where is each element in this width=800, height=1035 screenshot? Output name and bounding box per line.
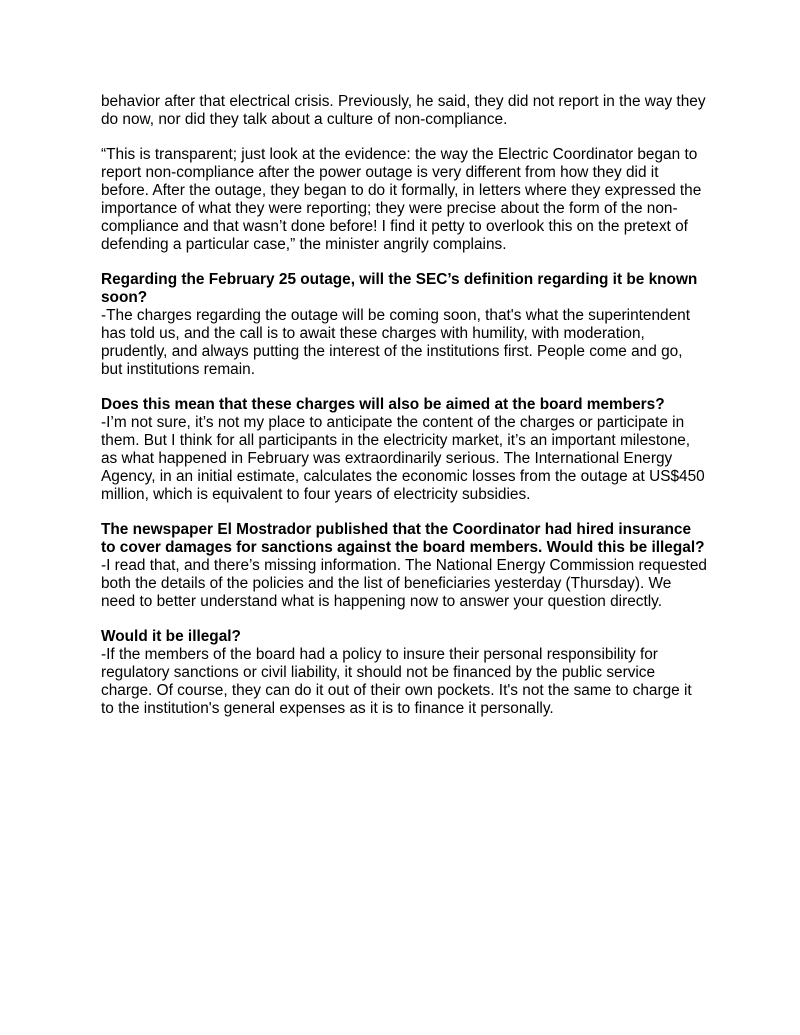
question: Would it be illegal? (101, 628, 241, 645)
qa-block (101, 628, 707, 718)
document-body (101, 93, 707, 735)
answer: -I’m not sure, it’s not my place to anticipate the content of the charges or participate in them. But I think for all participants in the electricity market, it’s an important milestone, as what happened in February was extraordinarily serious. The International Energy Agency, in an initial estimate, calculates the economic losses from the outage at US$450 million, which is equivalent to four years of electricity subsidies. (101, 414, 705, 503)
qa-block (101, 521, 707, 611)
minister-quote-paragraph: “This is transparent; just look at the evidence: the way the Electric Coordinator began to report non-compliance after the power outage is very different from how they did it before. After the outage, they began to do it formally, in letters where they expressed the importance of what they were reporting; they were precise about the form of the non-compliance and that wasn’t done before! I find it petty to overlook this on the pretext of defending a particular case,” the minister angrily complains. (101, 146, 702, 253)
answer: -The charges regarding the outage will be coming soon, that's what the superintendent has told us, and the call is to await these charges with humility, with moderation, prudently, and always putting the interest of the institutions first. People come and go, but institutions remain. (101, 307, 691, 378)
answer: -If the members of the board had a policy to insure their personal responsibility for regulatory sanctions or civil liability, it should not be financed by the public service charge. Of course, they can do it out of their own pockets. It's not the same to charge it to the institution's general expenses as it is to finance it personally. (101, 646, 692, 717)
qa-block (101, 271, 707, 379)
intro-paragraph: behavior after that electrical crisis. Previously, he said, they did not report in the way they do now, nor did they talk about a culture of non-compliance. (101, 93, 706, 128)
question: Regarding the February 25 outage, will the SEC’s definition regarding it be known soon? (101, 271, 698, 306)
qa-block (101, 396, 707, 504)
question: Does this mean that these charges will also be aimed at the board members? (101, 396, 665, 413)
answer: -I read that, and there’s missing information. The National Energy Commission requested both the details of the policies and the list of beneficiaries yesterday (Thursday). We need to better understand what is happening now to answer your question directly. (101, 557, 707, 610)
question: The newspaper El Mostrador published that the Coordinator had hired insurance to cover damages for sanctions against the board members. Would this be illegal? (101, 521, 705, 556)
